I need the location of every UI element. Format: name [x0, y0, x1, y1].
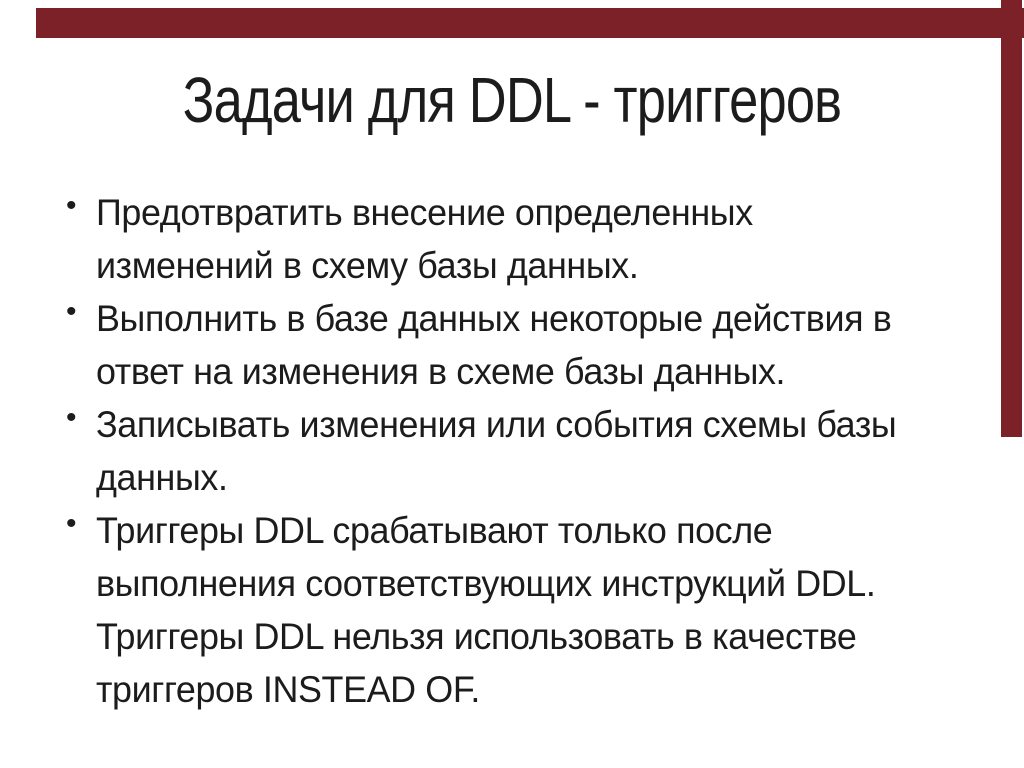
bullet-line: Предотвратить внесение определенных — [96, 192, 753, 233]
bullet-line: Триггеры DDL нельзя использовать в качестве — [96, 616, 857, 657]
bullet-item — [0, 398, 980, 504]
top-accent-bar — [36, 8, 1024, 38]
slide-title: Задачи для DDL - триггеров — [182, 64, 842, 136]
bullet-line: Триггеры DDL срабатывают только после — [96, 510, 773, 551]
bullet-item — [0, 504, 980, 716]
bullet-line: ответ на изменения в схеме базы данных. — [96, 351, 786, 392]
bullet-text — [96, 292, 980, 398]
bullet-marker-icon: • — [66, 507, 77, 540]
bullet-text — [96, 398, 980, 504]
bullet-line: Записывать изменения или события схемы базы — [96, 404, 897, 445]
bullet-text — [96, 504, 980, 716]
bullet-marker-icon: • — [66, 401, 77, 434]
bullet-list — [0, 186, 980, 716]
bullet-line: изменений в схему базы данных. — [96, 245, 639, 286]
bullet-line: выполнения соответствующих инструкций DDL. — [96, 563, 876, 604]
bullet-line: Выполнить в базе данных некоторые действия в — [96, 298, 892, 339]
bullet-marker-icon: • — [66, 295, 77, 328]
bullet-text — [96, 186, 980, 292]
bullet-marker-icon: • — [66, 189, 77, 222]
right-accent-bar — [1001, 0, 1022, 437]
bullet-line: триггеров INSTEAD OF. — [96, 669, 480, 710]
bullet-line: данных. — [96, 457, 228, 498]
bullet-item — [0, 186, 980, 292]
bullet-item — [0, 292, 980, 398]
